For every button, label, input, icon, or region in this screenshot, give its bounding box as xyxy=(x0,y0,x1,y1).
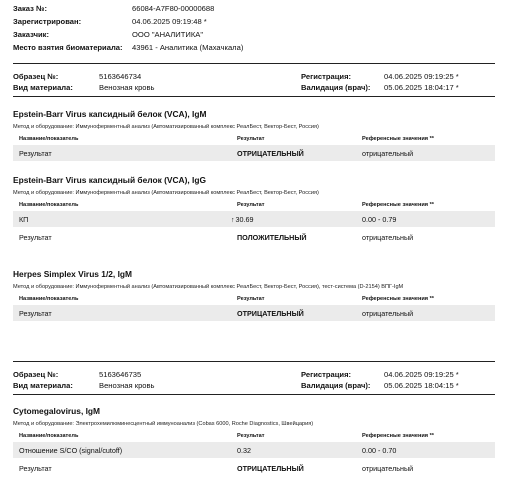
validation-value: 05.06.2025 18:04:15 * xyxy=(384,381,459,390)
customer-label: Заказчик: xyxy=(13,30,49,39)
material-value: Венозная кровь xyxy=(99,381,155,390)
col-name: Название/показатель xyxy=(19,433,79,439)
row-reference: отрицательный xyxy=(362,309,414,318)
registration-label: Регистрация: xyxy=(301,370,352,379)
site-label: Место взятия биоматериала: xyxy=(13,43,123,52)
row-result: ОТРИЦАТЕЛЬНЫЙ xyxy=(237,309,304,318)
divider xyxy=(13,394,495,395)
test-title: Epstein-Barr Virus капсидный белок (VCA), IgM xyxy=(13,109,207,119)
table-row xyxy=(13,442,495,458)
row-name: Отношение S/CO (signal/cutoff) xyxy=(19,446,123,455)
test-method: Метод и оборудование: Электрохемилюминесцентный иммуноанализ (Cobas 6000, Roche Diagnostics, Швейцария) xyxy=(13,421,314,427)
col-result: Результат xyxy=(237,433,265,439)
divider xyxy=(13,361,495,362)
validation-label: Валидация (врач): xyxy=(301,83,371,92)
test-method: Метод и оборудование: Иммуноферментный анализ (Автоматизированный комплекс РеалБест, Вектор-Бест, Россия) xyxy=(13,190,319,196)
row-reference: отрицательный xyxy=(362,233,414,242)
order-label: Заказ №: xyxy=(13,4,47,13)
row-reference: отрицательный xyxy=(362,149,414,158)
elevated-arrow-icon: ↑ xyxy=(231,217,235,224)
col-result: Результат xyxy=(237,296,265,302)
sample-label: Образец №: xyxy=(13,370,59,379)
test-title: Epstein-Barr Virus капсидный белок (VCA), IgG xyxy=(13,175,206,185)
material-label: Вид материала: xyxy=(13,381,73,390)
col-name: Название/показатель xyxy=(19,202,79,208)
col-reference: Референсные значения ** xyxy=(362,202,434,208)
row-result: ОТРИЦАТЕЛЬНЫЙ xyxy=(237,464,304,473)
customer-value: ООО "АНАЛИТИКА" xyxy=(132,30,204,39)
col-result: Результат xyxy=(237,136,265,142)
table-row xyxy=(13,145,495,161)
table-row xyxy=(13,229,495,245)
sample-value: 5163646735 xyxy=(99,370,142,379)
col-reference: Референсные значения ** xyxy=(362,296,434,302)
test-title: Herpes Simplex Virus 1/2, IgM xyxy=(13,269,133,279)
test-title: Cytomegalovirus, IgM xyxy=(13,406,101,416)
test-method: Метод и оборудование: Иммуноферментный анализ (Автоматизированный комплекс РеалБест, Вектор-Бест, Россия), тест-система (D-2154) ВПГ-IgM xyxy=(13,284,404,290)
test-method: Метод и оборудование: Иммуноферментный анализ (Автоматизированный комплекс РеалБест, Вектор-Бест, Россия) xyxy=(13,124,319,130)
material-value: Венозная кровь xyxy=(99,83,155,92)
registered-value: 04.06.2025 09:19:48 * xyxy=(132,17,207,26)
row-name: Результат xyxy=(19,309,52,318)
col-reference: Референсные значения ** xyxy=(362,433,434,439)
registration-label: Регистрация: xyxy=(301,72,352,81)
row-result: 0.32 xyxy=(237,446,251,455)
row-result: ОТРИЦАТЕЛЬНЫЙ xyxy=(237,149,304,158)
row-result: ПОЛОЖИТЕЛЬНЫЙ xyxy=(237,233,307,242)
row-reference: отрицательный xyxy=(362,464,414,473)
sample-label: Образец №: xyxy=(13,72,59,81)
registration-value: 04.06.2025 09:19:25 * xyxy=(384,370,459,379)
registration-value: 04.06.2025 09:19:25 * xyxy=(384,72,459,81)
row-name: КП xyxy=(19,215,29,224)
row-name: Результат xyxy=(19,464,52,473)
col-reference: Референсные значения ** xyxy=(362,136,434,142)
registered-label: Зарегистрирован: xyxy=(13,17,82,26)
table-row xyxy=(13,211,495,227)
col-name: Название/показатель xyxy=(19,136,79,142)
row-reference: 0.00 - 0.79 xyxy=(362,215,397,224)
sample-value: 5163646734 xyxy=(99,72,142,81)
table-row xyxy=(13,305,495,321)
material-label: Вид материала: xyxy=(13,83,73,92)
row-result: 30.69 xyxy=(235,215,254,224)
validation-label: Валидация (врач): xyxy=(301,381,371,390)
table-row xyxy=(13,460,495,476)
row-reference: 0.00 - 0.70 xyxy=(362,446,397,455)
row-name: Результат xyxy=(19,233,52,242)
order-value: 66084-A7F80-00000688 xyxy=(132,4,215,13)
site-value: 43961 - Аналитика (Махачкала) xyxy=(132,43,244,52)
divider xyxy=(13,63,495,64)
col-result: Результат xyxy=(237,202,265,208)
validation-value: 05.06.2025 18:04:17 * xyxy=(384,83,459,92)
col-name: Название/показатель xyxy=(19,296,79,302)
row-name: Результат xyxy=(19,149,52,158)
divider xyxy=(13,96,495,97)
